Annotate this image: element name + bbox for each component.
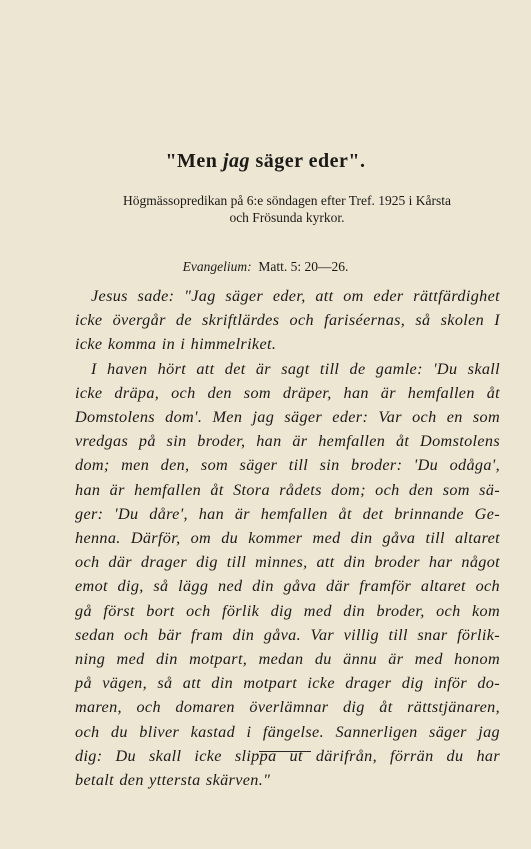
gospel-reference — [0, 259, 531, 275]
text-line: I haven hört att det är sagt till de gamle: 'Du skall — [91, 359, 500, 378]
title-part-2: säger eder". — [250, 150, 366, 172]
gospel-verse: Matt. 5: 20—26. — [258, 259, 349, 274]
paragraph-1 — [75, 284, 500, 357]
paragraph-2 — [75, 357, 500, 793]
text-line: betalt den yttersta skärven." — [75, 771, 271, 790]
subtitle-line-1: Högmässopredikan på 6:e söndagen efter Tref. 1925 i Kårsta — [122, 193, 452, 208]
text-line: gå först bort och förlik dig med din broder, och kom — [75, 601, 500, 620]
text-line: Jesus sade: "Jag säger eder, att om eder rättfärdighet — [91, 287, 500, 305]
gospel-label: Evangelium: — [182, 259, 252, 274]
text-line: ning med din motpart, medan du ännu är med honom — [75, 650, 500, 669]
title-part-1: "Men — [165, 150, 223, 172]
text-line: icke komma in i himmelriket. — [75, 335, 277, 354]
text-line: emot dig, så lägg ned din gåva där framför altaret och — [75, 577, 500, 596]
text-line: vredgas på sin broder, han är hemfallen åt Domstolens — [75, 432, 500, 451]
text-line: Domstolens dom'. Men jag säger eder: Var och en som — [75, 408, 500, 427]
text-line: han är hemfallen åt Stora rådets dom; och den som sä- — [75, 480, 500, 499]
sermon-subtitle — [72, 192, 502, 226]
subtitle-line-2: och Frösunda kyrkor. — [229, 210, 345, 225]
text-line: ger: 'Du dåre', han är hemfallen åt det brinnande Ge- — [75, 504, 500, 523]
text-line: och du bliver kastad i fängelse. Sannerligen säger jag — [75, 722, 500, 741]
gospel-text — [75, 284, 500, 792]
text-line: icke övergår de skriftlärdes och fariséernas, så skolen I — [75, 311, 500, 330]
section-divider — [259, 751, 311, 752]
title-emphasis: jag — [222, 150, 250, 172]
text-line: på vägen, så att din motpart icke drager dig inför do- — [75, 674, 500, 693]
text-line: maren, och domaren överlämnar dig åt rättstjänaren, — [75, 698, 500, 717]
text-line: dom; men den, som säger till sin broder: 'Du odåga', — [75, 456, 500, 475]
sermon-title — [0, 150, 531, 173]
text-line: henna. Därför, om du kommer med din gåva till altaret — [75, 529, 500, 548]
text-line: icke dräpa, och den som dräper, han är hemfallen åt — [75, 383, 500, 402]
text-line: dig: Du skall icke slippa ut därifrån, förrän du har — [75, 746, 500, 765]
text-line: sedan och bär fram din gåva. Var villig till snar förlik- — [75, 625, 500, 644]
text-line: och där drager dig till minnes, att din broder har något — [75, 553, 500, 572]
